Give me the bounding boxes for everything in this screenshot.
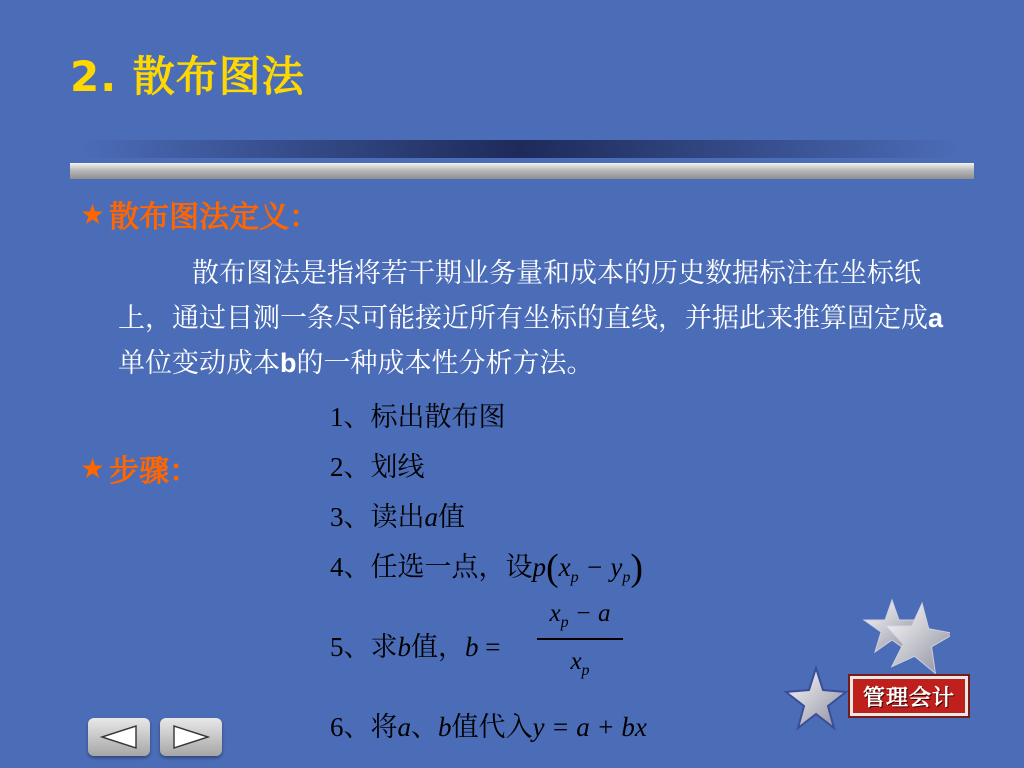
step-4-text: 4、任选一点，设: [330, 552, 533, 582]
steps-heading-label: 步骤：: [109, 454, 200, 489]
definition-text-3: 的一种成本性分析方法。: [296, 348, 594, 379]
definition-var-b: b: [280, 348, 297, 378]
fraction-numerator: $x_p - a$: [549, 600, 611, 631]
definition-heading: [80, 192, 319, 236]
definition-paragraph: [118, 252, 948, 386]
star-bottom-icon: [786, 668, 846, 728]
next-slide-button[interactable]: [160, 718, 222, 756]
divider-shadow: [80, 140, 960, 158]
previous-slide-button[interactable]: [88, 718, 150, 756]
step-4-formula: $p(x_p - y_p)$: [532, 547, 644, 589]
star-bullet-icon: ★: [80, 197, 106, 231]
step-6: 6、将a、b值代入y = a + bx: [330, 712, 647, 742]
definition-heading-label: 散布图法定义：: [109, 200, 320, 235]
step-6-b: b: [438, 712, 452, 742]
definition-text-2: 单位变动成本: [118, 348, 280, 379]
step-2: [330, 445, 425, 484]
step-6-text: 6、将: [330, 712, 398, 742]
course-badge: [850, 676, 968, 716]
step-2-text: 2、划线: [330, 452, 425, 482]
step-5-fraction: [535, 600, 625, 680]
fraction-denominator: $x_p$: [570, 647, 590, 679]
step-6-a: a: [397, 712, 411, 742]
step-1-text: 1、标出散布图: [330, 402, 506, 432]
step-3: 3、读出a值: [330, 502, 465, 532]
step-4: [330, 545, 643, 587]
step-5: 5、求b值，b =: [330, 632, 501, 662]
slide-title: 2. 散布图法: [70, 52, 305, 101]
definition-text-1: 散布图法是指将若干期业务量和成本的历史数据标注在坐标纸上，通过目测一条尽可能接近所有坐标的直线，并据此来推算固定成: [118, 258, 928, 334]
decorative-stars: [780, 590, 950, 740]
step-5-lhs: b: [465, 632, 479, 662]
previous-slide-icon: [88, 718, 150, 756]
step-5-text: 5、求: [330, 632, 398, 662]
definition-var-a: a: [928, 303, 944, 333]
step-3-formula: a: [424, 502, 438, 532]
divider-bar: [70, 163, 974, 179]
star-bullet-icon: ★: [80, 451, 106, 485]
step-6-formula: y = a + bx: [532, 712, 647, 742]
step-3-text: 3、读出: [330, 502, 425, 532]
step-5-b: b: [397, 632, 411, 662]
steps-heading: [80, 446, 199, 490]
course-badge-label: 管理会计: [862, 685, 955, 711]
next-slide-icon: [160, 718, 222, 756]
step-1: [330, 395, 506, 434]
